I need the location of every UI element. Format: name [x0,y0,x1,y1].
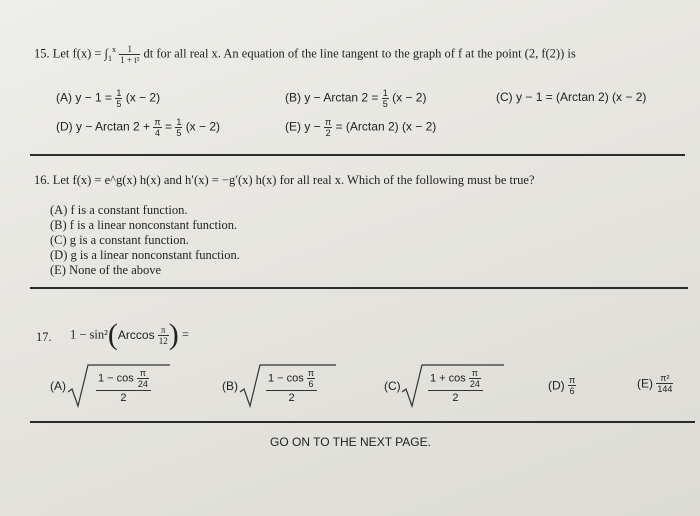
divider-1 [30,154,685,156]
q15-choice-a[interactable]: (A) y − 1 = $\frac{1}{5}$ (x − 2) [56,88,161,109]
q15-choice-e[interactable]: (E) y − $\frac{\pi}{2}$ = (Arctan 2) (x − 2) [285,117,437,138]
q15-int-lower: 1 [108,53,112,63]
q15-stem [34,44,576,65]
q15-stem-start: Let f(x) = ∫ [52,46,108,61]
q17-choice-e[interactable]: (E) $\frac{\text{π²}}{144}$ [637,373,673,394]
q17-expression: 1 − sin²(Arccos $\frac{\pi}{12}$ ) = [70,318,189,351]
q15-stem-end: dt for all real x. An equation of the line tangent to the graph of f at the point (2, f(2)) is [143,46,576,61]
q15-choice-d[interactable]: (D) y − Arctan 2 + $\frac{\pi}{4}$ = $\frac{1}{5}$ (x − 2) [56,117,221,138]
q17-choice-a-label: (A) [50,379,66,393]
q16-number: 16. [34,173,50,187]
q17-choice-d[interactable]: (D) $\frac{\pi}{6}$ [548,375,576,396]
q17-choice-a[interactable]: 1 − cos $\frac{\pi}{24}$ 2 [96,368,151,404]
q17-choice-b-label: (B) [222,379,238,393]
q16-stem-text: Let f(x) = e^g(x) h(x) and h′(x) = −g′(x) h(x) for all real x. Which of the following must be true? [52,173,535,187]
q17-number: 17. [36,330,52,344]
q16-choice-e[interactable]: (E) None of the above [50,263,162,277]
divider-3 [30,421,695,423]
q17-choice-c-label: (C) [384,379,401,393]
q17-choice-b[interactable]: 1 − cos $\frac{\pi}{6}$ 2 [266,368,317,404]
q16-choice-c[interactable]: (C) g is a constant function. [50,233,189,247]
q15-number: 15. [34,46,50,61]
q15-choice-b[interactable]: (B) y − Arctan 2 = $\frac{1}{5}$ (x − 2) [285,88,427,109]
q16-choice-a[interactable]: (A) f is a constant function. [50,203,188,217]
q16-choice-d[interactable]: (D) g is a linear nonconstant function. [50,248,240,262]
q15-int-upper: x [112,45,116,55]
divider-2 [30,287,688,289]
footer-next-page: GO ON TO THE NEXT PAGE. [270,435,431,449]
q15-choice-c[interactable]: (C) y − 1 = (Arctan 2) (x − 2) [496,90,647,104]
q17-choice-c[interactable]: 1 + cos $\frac{\pi}{24}$ 2 [428,368,483,404]
q15-integrand: $\frac{1}{\text{1 + t²}}$ [120,44,140,65]
q16-choice-b[interactable]: (B) f is a linear nonconstant function. [50,218,238,232]
q16-stem [34,173,535,188]
